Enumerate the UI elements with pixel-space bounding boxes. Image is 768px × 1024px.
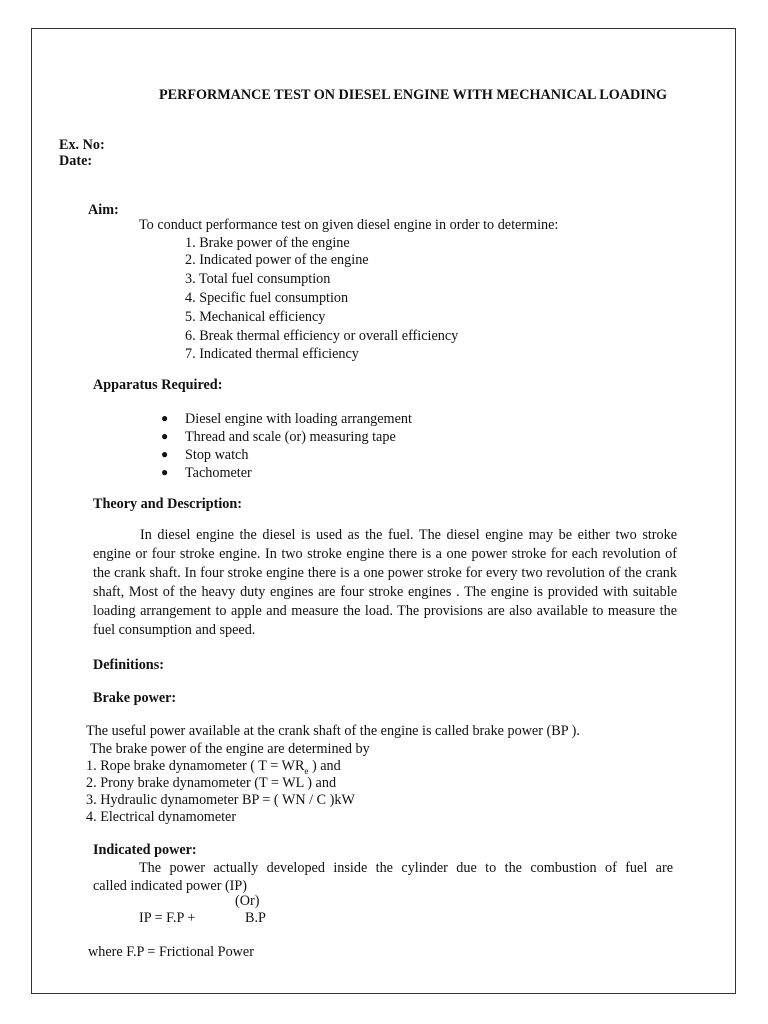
- brake-power-heading: Brake power:: [93, 690, 177, 706]
- definitions-heading: Definitions:: [93, 657, 164, 673]
- indicated-power-heading: Indicated power:: [93, 842, 197, 858]
- brake-power-line: The brake power of the engine are determined by: [90, 741, 370, 757]
- aim-item: 3. Total fuel consumption: [185, 271, 331, 287]
- theory-heading: Theory and Description:: [93, 496, 242, 512]
- dynamometer-item: 1. Rope brake dynamometer ( $T = WR_e$ ) and: [86, 758, 341, 776]
- apparatus-item: Stop watch: [185, 447, 249, 463]
- apparatus-item: Thread and scale (or) measuring tape: [185, 429, 396, 445]
- ip-equation-right: B.P: [245, 910, 266, 926]
- bullet-icon: ●: [161, 411, 169, 425]
- aim-item: 1. Brake power of the engine: [185, 235, 350, 251]
- document-title: PERFORMANCE TEST ON DIESEL ENGINE WITH MECHANICAL LOADING: [158, 87, 668, 103]
- aim-heading: Aim:: [88, 202, 119, 218]
- aim-item: 2. Indicated power of the engine: [185, 252, 369, 268]
- theory-paragraph: In diesel engine the diesel is used as the fuel. The diesel engine may be either two stroke engine or four stroke engine. In two stroke engine there is a one power stroke for each revolution of the crank shaft. In four stroke engine there is a one power stroke for every two revolution of the crank shaft, Most of the heavy duty engines are four stroke engines . The engine is provided with suitable loading arrangement to apple and measure the load. The provisions are also available to measure the fuel consumption and speed.: [93, 527, 677, 639]
- aim-item: 5. Mechanical efficiency: [185, 309, 326, 325]
- aim-item: 6. Break thermal efficiency or overall efficiency: [185, 328, 459, 344]
- apparatus-item: Tachometer: [185, 465, 252, 481]
- brake-power-line: The useful power available at the crank shaft of the engine is called brake power (BP ).: [86, 723, 580, 739]
- dynamometer-item: 2. Prony brake dynamometer (T = WL ) and: [86, 775, 337, 791]
- indicated-power-line: called indicated power (IP): [93, 878, 248, 894]
- date-label: Date:: [59, 153, 93, 169]
- bullet-icon: ●: [161, 429, 169, 443]
- ip-equation-left: IP = F.P +: [139, 910, 196, 926]
- bullet-icon: ●: [161, 465, 169, 479]
- aim-intro: To conduct performance test on given diesel engine in order to determine:: [139, 217, 559, 233]
- bullet-icon: ●: [161, 447, 169, 461]
- aim-item: 4. Specific fuel consumption: [185, 290, 349, 306]
- where-line: where F.P = Frictional Power: [88, 944, 254, 960]
- dynamometer-item: 3. Hydraulic dynamometer BP = ( WN / C )kW: [86, 792, 355, 808]
- or-label: (Or): [235, 893, 260, 909]
- indicated-power-line: The power actually developed inside the cylinder due to the combustion of fuel are: [139, 860, 673, 876]
- dynamometer-item: 4. Electrical dynamometer: [86, 809, 237, 825]
- aim-item: 7. Indicated thermal efficiency: [185, 346, 359, 362]
- apparatus-item: Diesel engine with loading arrangement: [185, 411, 412, 427]
- ex-no-label: Ex. No:: [59, 137, 105, 153]
- apparatus-heading: Apparatus Required:: [93, 377, 223, 393]
